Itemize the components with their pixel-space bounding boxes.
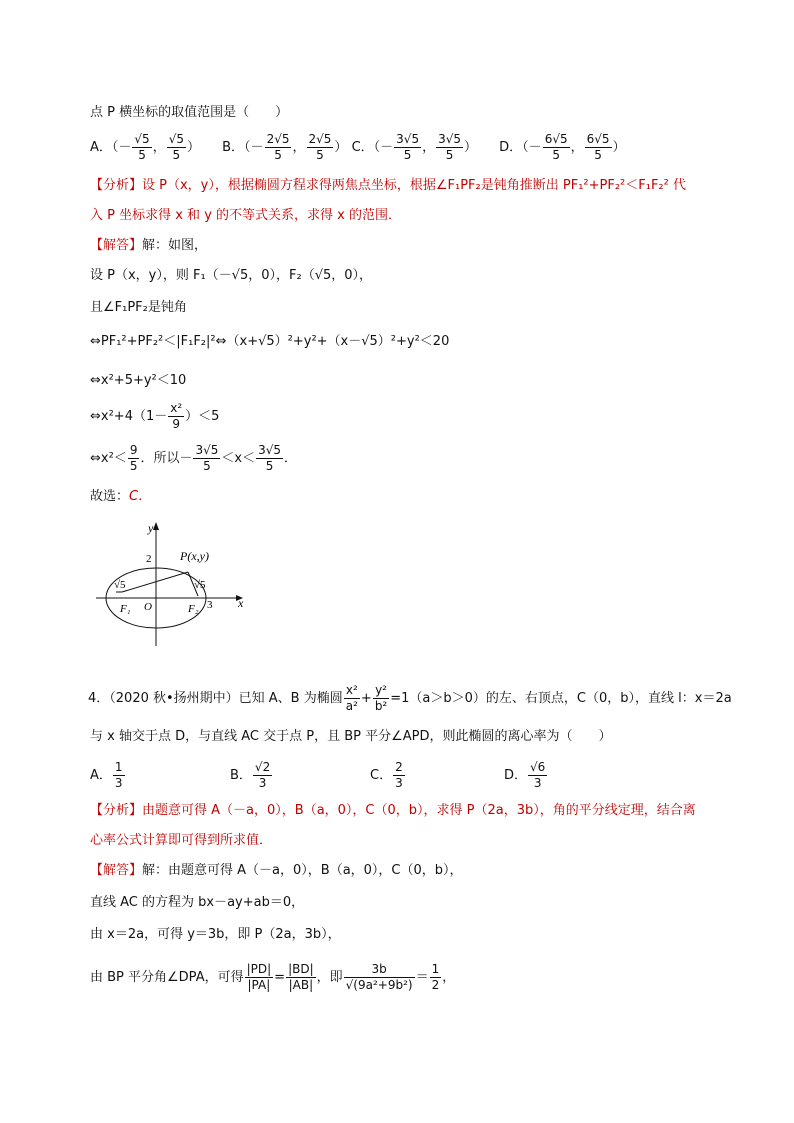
q3-step3: ⇔PF₁²+PF₂²＜|F₁F₂|²⇔（x+√5）²+y²+（x－√5）²+y²＜20 bbox=[90, 334, 450, 349]
ellipse-diagram bbox=[96, 520, 256, 650]
label-three: 3 bbox=[207, 599, 213, 611]
y-axis-label: y bbox=[148, 521, 154, 535]
q3-step4: ⇔x²+5+y²＜10 bbox=[90, 373, 187, 388]
q4-option-c[interactable]: C． $\frac{2}{3}$ bbox=[370, 760, 403, 790]
analysis-tag: 【分析】 bbox=[90, 803, 143, 818]
y-axis-arrow-icon bbox=[153, 522, 159, 530]
q4-analysis-line2: 心率公式计算即可得到所求值． bbox=[90, 833, 273, 848]
answer-tag: 【解答】 bbox=[90, 238, 143, 253]
q3-option-a[interactable]: A．（－ $\frac{√5}{5}$ ， $\frac{√5}{5}$ ） bbox=[90, 132, 200, 162]
q3-analysis-line2: 入 P 坐标求得 x 和 y 的不等式关系，求得 x 的范围． bbox=[90, 208, 401, 223]
q3-conclusion: 故选：C． bbox=[90, 489, 152, 504]
q3-step5: ⇔x²+4（1－ $\frac{\text{x²}}{9}$ ）＜5 bbox=[90, 401, 220, 431]
q3-stem: 点 P 横坐标的取值范围是（ ） bbox=[90, 105, 289, 120]
q4-option-d[interactable]: D． $\frac{√6}{3}$ bbox=[504, 760, 546, 790]
label-f1: F₁ bbox=[120, 603, 131, 615]
q3-step1: 设 P（x，y），则 F₁（－√5，0），F₂（√5，0）， bbox=[90, 268, 373, 283]
label-two: 2 bbox=[146, 553, 152, 565]
q4-option-a[interactable]: A． $\frac{1}{3}$ bbox=[90, 760, 123, 790]
label-root5-left: √5 bbox=[114, 579, 126, 591]
q4-stem-line2: 与 x 轴交于点 D，与直线 AC 交于点 P，且 BP 平分∠APD，则此椭圆的离心率为（ ） bbox=[90, 729, 612, 744]
q3-step2: 且∠F₁PF₂是钝角 bbox=[90, 300, 187, 315]
x-axis-label: x bbox=[238, 596, 244, 610]
label-point-p: P(x,y) bbox=[180, 549, 209, 563]
label-root5-right: √5 bbox=[194, 579, 206, 591]
q4-analysis-line1: 【分析】由题意可得 A（－a，0），B（a，0），C（0，b），求得 P（2a，3b），角的平分线定理，结合离 bbox=[90, 803, 696, 818]
label-f2: F₂ bbox=[188, 603, 199, 615]
q4-from-x: 由 x＝2a，可得 y＝3b，即 P（2a，3b）， bbox=[90, 927, 341, 942]
q4-stem-line1: 4．（2020 秋•扬州期中）已知 A、B 为椭圆 $\frac{\text{x²}}{\text{a²}}$ + $\frac{\text{y²}}{\text{b²}}$ =1（a＞b＞0）的左、右顶点，C（0，b），直线 l：x＝2a bbox=[88, 683, 732, 713]
q3-option-b[interactable]: B．（－ $\frac{2√5}{5}$ ， $\frac{2√5}{5}$ ） bbox=[222, 132, 348, 162]
q3-options bbox=[90, 132, 626, 163]
answer-tag: 【解答】 bbox=[90, 863, 143, 878]
q4-line-ac: 直线 AC 的方程为 bx－ay+ab＝0， bbox=[90, 895, 305, 910]
q3-option-d[interactable]: D．（－ $\frac{6√5}{5}$ ， $\frac{6√5}{5}$ ） bbox=[499, 132, 626, 162]
q4-options bbox=[90, 760, 548, 791]
label-origin: O bbox=[144, 601, 152, 613]
q4-bisect: 由 BP 平分角∠DPA，可得 $\frac{|PD|}{|PA|}$ = $\frac{|BD|}{|AB|}$ ，即 $\frac{3b}{\text{√(9a²+9b²)}}$ ＝ $\frac{1}{2}$ ， bbox=[90, 962, 456, 992]
analysis-tag: 【分析】 bbox=[90, 178, 143, 193]
q3-option-c[interactable]: C．（－ $\frac{3√5}{5}$ ， $\frac{3√5}{5}$ ） bbox=[351, 132, 478, 162]
q4-option-b[interactable]: B． $\frac{√2}{3}$ bbox=[230, 760, 271, 790]
q3-answer-intro: 【解答】解：如图， bbox=[90, 238, 208, 253]
segment-pf1 bbox=[122, 572, 188, 592]
q4-answer-line1: 【解答】解：由题意可得 A（－a，0），B（a，0），C（0，b）， bbox=[90, 863, 463, 878]
q3-analysis-line1: 【分析】设 P（x，y），根据椭圆方程求得两焦点坐标，根据∠F₁PF₂是钝角推断出 PF₁²+PF₂²＜F₁F₂² 代 bbox=[90, 178, 686, 193]
q3-step6: ⇔x²＜ $\frac{9}{5}$ ．所以－ $\frac{3√5}{5}$ ＜x＜ $\frac{3√5}{5}$ ． bbox=[90, 443, 298, 473]
